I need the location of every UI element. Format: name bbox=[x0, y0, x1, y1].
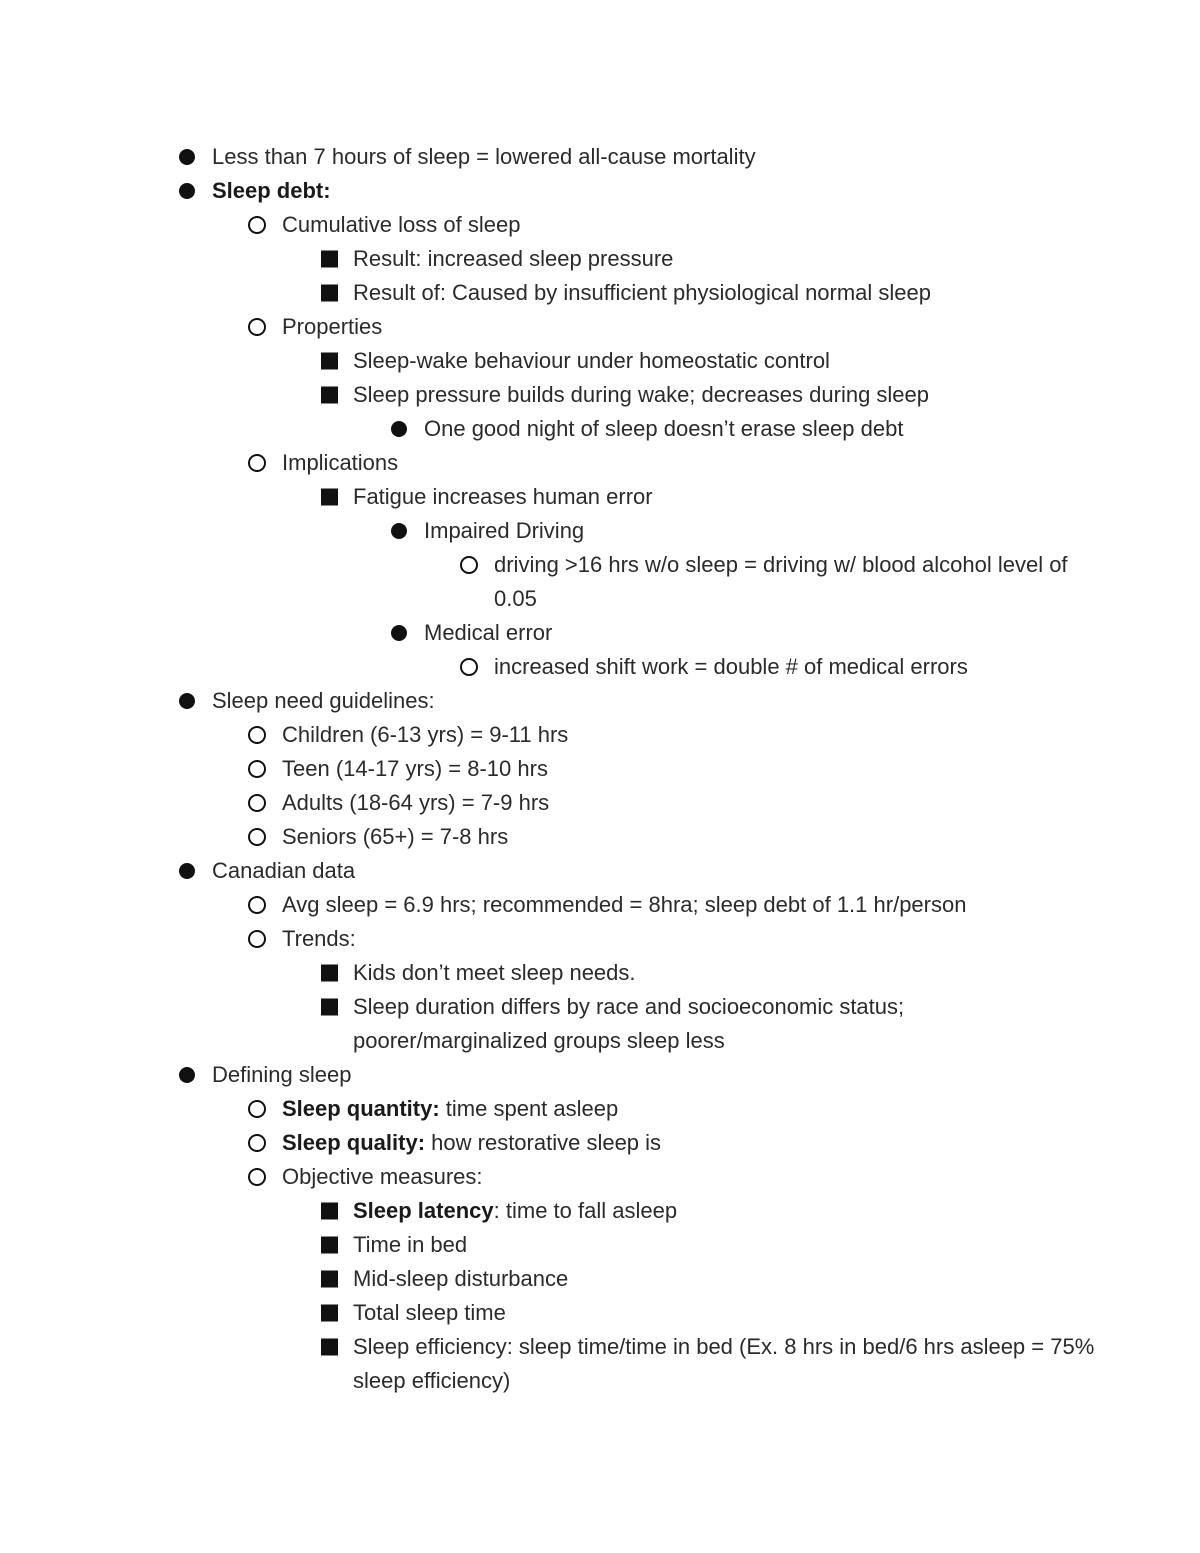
list-item-text bbox=[282, 446, 398, 480]
list-item-text bbox=[353, 1330, 1094, 1364]
disc-bullet-icon bbox=[391, 421, 407, 437]
circle-bullet-icon bbox=[460, 658, 478, 676]
list-item-text bbox=[282, 888, 966, 922]
list-item bbox=[0, 956, 1200, 990]
list-item-text bbox=[282, 208, 520, 242]
list-item-text bbox=[282, 310, 382, 344]
list-item bbox=[0, 378, 1200, 412]
list-item bbox=[0, 684, 1200, 718]
square-bullet-icon bbox=[321, 999, 338, 1016]
text-segment: Sleep efficiency: sleep time/time in bed (Ex. 8 hrs in bed/6 hrs asleep = 75% bbox=[353, 1334, 1095, 1359]
circle-bullet-icon bbox=[248, 896, 266, 914]
square-bullet-icon bbox=[321, 1305, 338, 1322]
list-item-text bbox=[353, 344, 830, 378]
list-item-text bbox=[282, 752, 548, 786]
list-item-text bbox=[353, 1364, 510, 1398]
square-bullet-icon bbox=[321, 965, 338, 982]
text-segment: Fatigue increases human error bbox=[353, 484, 653, 509]
text-segment: One good night of sleep doesn’t erase sleep debt bbox=[424, 416, 904, 441]
circle-bullet-icon bbox=[248, 216, 266, 234]
list-item-text bbox=[353, 1296, 506, 1330]
list-item bbox=[0, 1160, 1200, 1194]
text-segment: increased shift work = double # of medical errors bbox=[494, 654, 968, 679]
circle-bullet-icon bbox=[248, 454, 266, 472]
list-item bbox=[0, 480, 1200, 514]
text-segment: Properties bbox=[282, 314, 383, 339]
text-segment: Kids don’t meet sleep needs. bbox=[353, 960, 636, 985]
disc-bullet-icon bbox=[179, 183, 195, 199]
square-bullet-icon bbox=[321, 1271, 338, 1288]
list-item-text bbox=[494, 582, 537, 616]
text-segment: driving >16 hrs w/o sleep = driving w/ blood alcohol level of bbox=[494, 552, 1068, 577]
text-segment: Implications bbox=[282, 450, 399, 475]
list-item bbox=[0, 718, 1200, 752]
list-item bbox=[0, 1296, 1200, 1330]
text-segment: Medical error bbox=[424, 620, 553, 645]
text-segment: Mid-sleep disturbance bbox=[353, 1266, 569, 1291]
list-item bbox=[0, 1024, 1200, 1058]
disc-bullet-icon bbox=[179, 149, 195, 165]
list-item bbox=[0, 888, 1200, 922]
bold-term: Sleep quality: bbox=[282, 1130, 426, 1155]
disc-bullet-icon bbox=[179, 1067, 195, 1083]
list-item-text bbox=[353, 276, 931, 310]
list-item bbox=[0, 650, 1200, 684]
text-segment: poorer/marginalized groups sleep less bbox=[353, 1028, 725, 1053]
bold-term: Sleep quantity: bbox=[282, 1096, 440, 1121]
list-item bbox=[0, 752, 1200, 786]
circle-bullet-icon bbox=[248, 1100, 266, 1118]
list-item-text bbox=[282, 718, 568, 752]
list-item bbox=[0, 990, 1200, 1024]
text-segment: : time to fall asleep bbox=[493, 1198, 678, 1223]
list-item bbox=[0, 208, 1200, 242]
list-item-text bbox=[353, 990, 904, 1024]
circle-bullet-icon bbox=[248, 828, 266, 846]
list-item bbox=[0, 548, 1200, 582]
list-item bbox=[0, 1194, 1200, 1228]
square-bullet-icon bbox=[321, 353, 338, 370]
list-item-text bbox=[424, 412, 903, 446]
list-item-text bbox=[353, 956, 636, 990]
square-bullet-icon bbox=[321, 489, 338, 506]
list-item bbox=[0, 446, 1200, 480]
text-segment: Adults (18-64 yrs) = 7-9 hrs bbox=[282, 790, 550, 815]
text-segment: sleep efficiency) bbox=[353, 1368, 511, 1393]
disc-bullet-icon bbox=[179, 863, 195, 879]
text-segment: Trends: bbox=[282, 926, 356, 951]
text-segment: Avg sleep = 6.9 hrs; recommended = 8hra; sleep debt of 1.1 hr/person bbox=[282, 892, 967, 917]
list-item-text bbox=[353, 242, 673, 276]
list-item bbox=[0, 1330, 1200, 1364]
circle-bullet-icon bbox=[248, 726, 266, 744]
text-segment: Cumulative loss of sleep bbox=[282, 212, 521, 237]
list-item-text bbox=[353, 480, 653, 514]
list-item-text bbox=[353, 1194, 677, 1228]
list-item bbox=[0, 1126, 1200, 1160]
circle-bullet-icon bbox=[248, 318, 266, 336]
circle-bullet-icon bbox=[248, 930, 266, 948]
square-bullet-icon bbox=[321, 387, 338, 404]
list-item-text bbox=[494, 650, 968, 684]
circle-bullet-icon bbox=[460, 556, 478, 574]
list-item bbox=[0, 1058, 1200, 1092]
disc-bullet-icon bbox=[179, 693, 195, 709]
list-item bbox=[0, 344, 1200, 378]
circle-bullet-icon bbox=[248, 760, 266, 778]
disc-bullet-icon bbox=[391, 625, 407, 641]
text-segment: Canadian data bbox=[212, 858, 356, 883]
circle-bullet-icon bbox=[248, 1134, 266, 1152]
list-item bbox=[0, 820, 1200, 854]
list-item bbox=[0, 1364, 1200, 1398]
list-item-text bbox=[212, 174, 331, 208]
list-item-text bbox=[353, 1262, 568, 1296]
text-segment: Sleep duration differs by race and socioeconomic status; bbox=[353, 994, 905, 1019]
text-segment: Total sleep time bbox=[353, 1300, 506, 1325]
bold-term: Sleep debt: bbox=[212, 178, 331, 203]
list-item-text bbox=[424, 514, 584, 548]
list-item bbox=[0, 276, 1200, 310]
text-segment: Impaired Driving bbox=[424, 518, 585, 543]
text-segment: Objective measures: bbox=[282, 1164, 483, 1189]
text-segment: Teen (14-17 yrs) = 8-10 hrs bbox=[282, 756, 548, 781]
square-bullet-icon bbox=[321, 285, 338, 302]
circle-bullet-icon bbox=[248, 1168, 266, 1186]
list-item-text bbox=[212, 854, 355, 888]
list-item-text bbox=[282, 820, 508, 854]
text-segment: Sleep-wake behaviour under homeostatic control bbox=[353, 348, 830, 373]
list-item bbox=[0, 412, 1200, 446]
list-item-text bbox=[282, 786, 549, 820]
text-segment: how restorative sleep is bbox=[425, 1130, 662, 1155]
disc-bullet-icon bbox=[391, 523, 407, 539]
list-item bbox=[0, 582, 1200, 616]
text-segment: 0.05 bbox=[494, 586, 537, 611]
text-segment: Result of: Caused by insufficient physiological normal sleep bbox=[353, 280, 932, 305]
text-segment: Seniors (65+) = 7-8 hrs bbox=[282, 824, 509, 849]
square-bullet-icon bbox=[321, 1339, 338, 1356]
text-segment: time spent asleep bbox=[439, 1096, 619, 1121]
square-bullet-icon bbox=[321, 1237, 338, 1254]
list-item-text bbox=[282, 922, 356, 956]
text-segment: Defining sleep bbox=[212, 1062, 352, 1087]
list-item bbox=[0, 922, 1200, 956]
list-item bbox=[0, 1092, 1200, 1126]
list-item bbox=[0, 140, 1200, 174]
list-item-text bbox=[212, 140, 756, 174]
square-bullet-icon bbox=[321, 251, 338, 268]
list-item-text bbox=[424, 616, 552, 650]
circle-bullet-icon bbox=[248, 794, 266, 812]
list-item bbox=[0, 786, 1200, 820]
text-segment: Time in bed bbox=[353, 1232, 468, 1257]
list-item-text bbox=[353, 1228, 467, 1262]
list-item-text bbox=[353, 378, 929, 412]
text-segment: Result: increased sleep pressure bbox=[353, 246, 674, 271]
list-item bbox=[0, 514, 1200, 548]
list-item-text bbox=[282, 1092, 618, 1126]
list-item bbox=[0, 1262, 1200, 1296]
square-bullet-icon bbox=[321, 1203, 338, 1220]
text-segment: Sleep pressure builds during wake; decreases during sleep bbox=[353, 382, 930, 407]
list-item-text bbox=[212, 1058, 351, 1092]
list-item bbox=[0, 1228, 1200, 1262]
list-item bbox=[0, 242, 1200, 276]
list-item bbox=[0, 854, 1200, 888]
text-segment: Children (6-13 yrs) = 9-11 hrs bbox=[282, 722, 569, 747]
list-item-text bbox=[494, 548, 1068, 582]
bold-term: Sleep latency bbox=[353, 1198, 494, 1223]
list-item-text bbox=[212, 684, 435, 718]
list-item-text bbox=[282, 1126, 661, 1160]
text-segment: Sleep need guidelines: bbox=[212, 688, 435, 713]
list-item-text bbox=[282, 1160, 483, 1194]
list-item bbox=[0, 174, 1200, 208]
text-segment: Less than 7 hours of sleep = lowered all-cause mortality bbox=[212, 144, 756, 169]
list-item bbox=[0, 310, 1200, 344]
list-item bbox=[0, 616, 1200, 650]
list-item-text bbox=[353, 1024, 725, 1058]
